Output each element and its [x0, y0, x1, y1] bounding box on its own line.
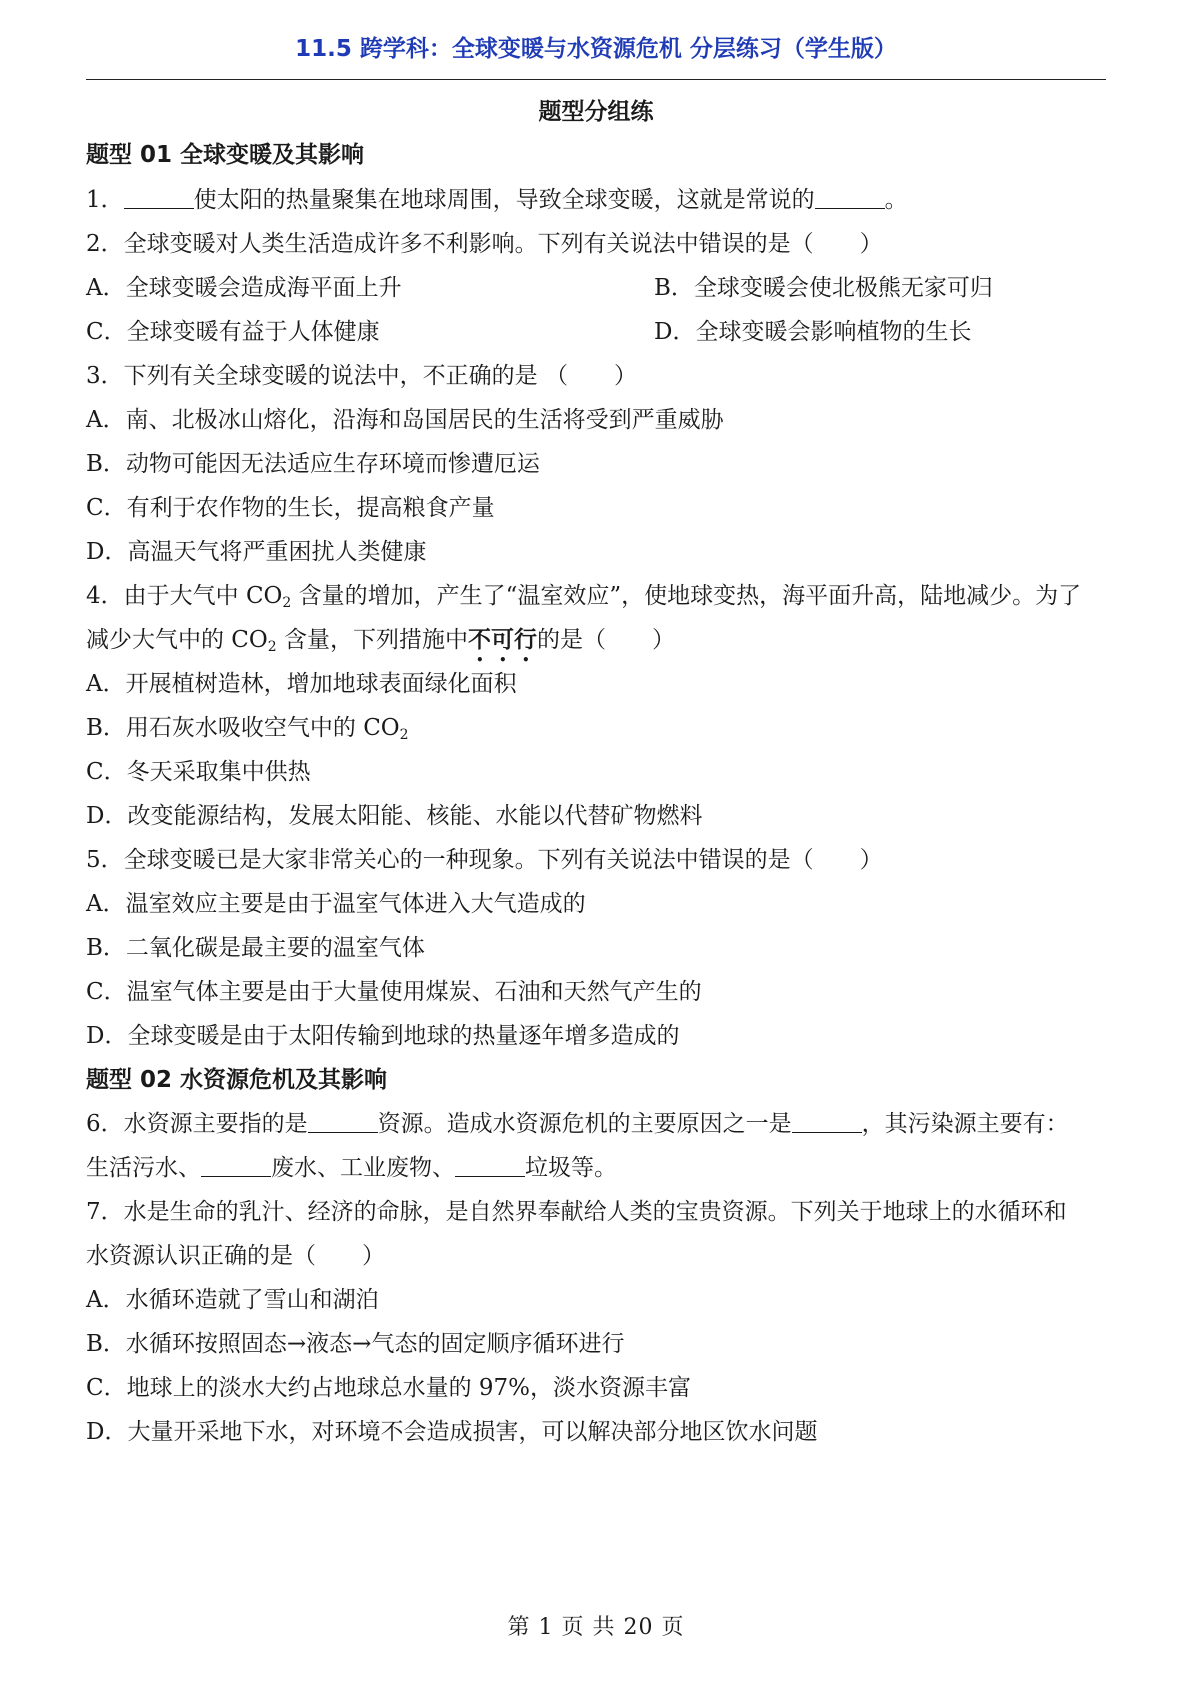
question-1: 1． 使太阳的热量聚集在地球周围，导致全球变暖，这就是常说的 。 — [86, 187, 908, 213]
option-c: C．地球上的淡水大约占地球总水量的 97%，淡水资源丰富 — [86, 1375, 692, 1401]
question-7-stem-line1: 7．水是生命的乳汁、经济的命脉，是自然界奉献给人类的宝贵资源。下列关于地球上的水循环和 — [86, 1199, 1067, 1225]
question-4-stem-line2: 减少大气中的 $CO_2$ 含量，下列措施中不可行的是（ ） — [86, 627, 675, 655]
option-b: B．水循环按照固态→液态→气态的固定顺序循环进行 — [86, 1331, 625, 1357]
question-2-option-row — [86, 273, 1116, 303]
page-number: 第 1 页 共 20 页 — [507, 1615, 685, 1640]
option-a: A．南、北极冰山熔化，沿海和岛国居民的生活将受到严重威胁 — [86, 407, 724, 433]
type1-heading: 题型 01 全球变暖及其影响 — [86, 142, 365, 168]
answer-blank[interactable] — [308, 1110, 378, 1133]
document-header: 11.5 跨学科：全球变暖与水资源危机 分层练习（学生版） — [295, 36, 897, 62]
option-c: C．全球变暖有益于人体健康 — [86, 319, 380, 345]
answer-blank[interactable] — [124, 186, 194, 209]
option-b: B．全球变暖会使北极熊无家可归 — [654, 275, 993, 301]
option-b: B．动物可能因无法适应生存环境而惨遭厄运 — [86, 451, 540, 477]
option-c: C．有利于农作物的生长，提高粮食产量 — [86, 495, 495, 521]
option-c: C．温室气体主要是由于大量使用煤炭、石油和天然气产生的 — [86, 979, 702, 1005]
question-4-stem-line1: 4．由于大气中 $CO_2$ 含量的增加，产生了“温室效应”，使地球变热，海平面升高，陆地减少。为了 — [86, 583, 1082, 611]
answer-blank[interactable] — [455, 1154, 525, 1177]
question-7-stem-line2: 水资源认识正确的是（ ） — [86, 1243, 385, 1269]
option-d: D．大量开采地下水，对环境不会造成损害，可以解决部分地区饮水问题 — [86, 1419, 818, 1445]
option-d: D．全球变暖是由于太阳传输到地球的热量逐年增多造成的 — [86, 1023, 680, 1049]
option-b: B．用石灰水吸收空气中的 $CO_2$ — [86, 715, 409, 743]
type2-heading: 题型 02 水资源危机及其影响 — [86, 1067, 388, 1093]
question-6-line1: 6．水资源主要指的是 资源。造成水资源危机的主要原因之一是 ，其污染源主要有： — [86, 1111, 1069, 1137]
option-a: A．开展植树造林，增加地球表面绿化面积 — [86, 671, 517, 697]
option-a: A．全球变暖会造成海平面上升 — [86, 275, 402, 301]
section-title: 题型分组练 — [538, 99, 654, 125]
option-a: A．温室效应主要是由于温室气体进入大气造成的 — [86, 891, 586, 917]
emphasis-text: 不可行 — [468, 627, 537, 653]
option-d: D．改变能源结构，发展太阳能、核能、水能以代替矿物燃料 — [86, 803, 703, 829]
question-6-line2: 生活污水、 废水、工业废物、 垃圾等。 — [86, 1155, 617, 1181]
option-c: C．冬天采取集中供热 — [86, 759, 311, 785]
answer-blank[interactable] — [792, 1110, 862, 1133]
answer-blank[interactable] — [815, 186, 885, 209]
question-5-stem: 5．全球变暖已是大家非常关心的一种现象。下列有关说法中错误的是（ ） — [86, 847, 883, 873]
question-2-stem: 2．全球变暖对人类生活造成许多不利影响。下列有关说法中错误的是（ ） — [86, 231, 883, 257]
option-b: B．二氧化碳是最主要的温室气体 — [86, 935, 425, 961]
header-divider — [86, 79, 1106, 80]
question-3-stem: 3．下列有关全球变暖的说法中，不正确的是 （ ） — [86, 363, 637, 389]
option-a: A．水循环造就了雪山和湖泊 — [86, 1287, 379, 1313]
question-2-option-row — [86, 317, 1116, 347]
answer-blank[interactable] — [201, 1154, 271, 1177]
option-d: D．全球变暖会影响植物的生长 — [654, 319, 972, 345]
option-d: D．高温天气将严重困扰人类健康 — [86, 539, 427, 565]
